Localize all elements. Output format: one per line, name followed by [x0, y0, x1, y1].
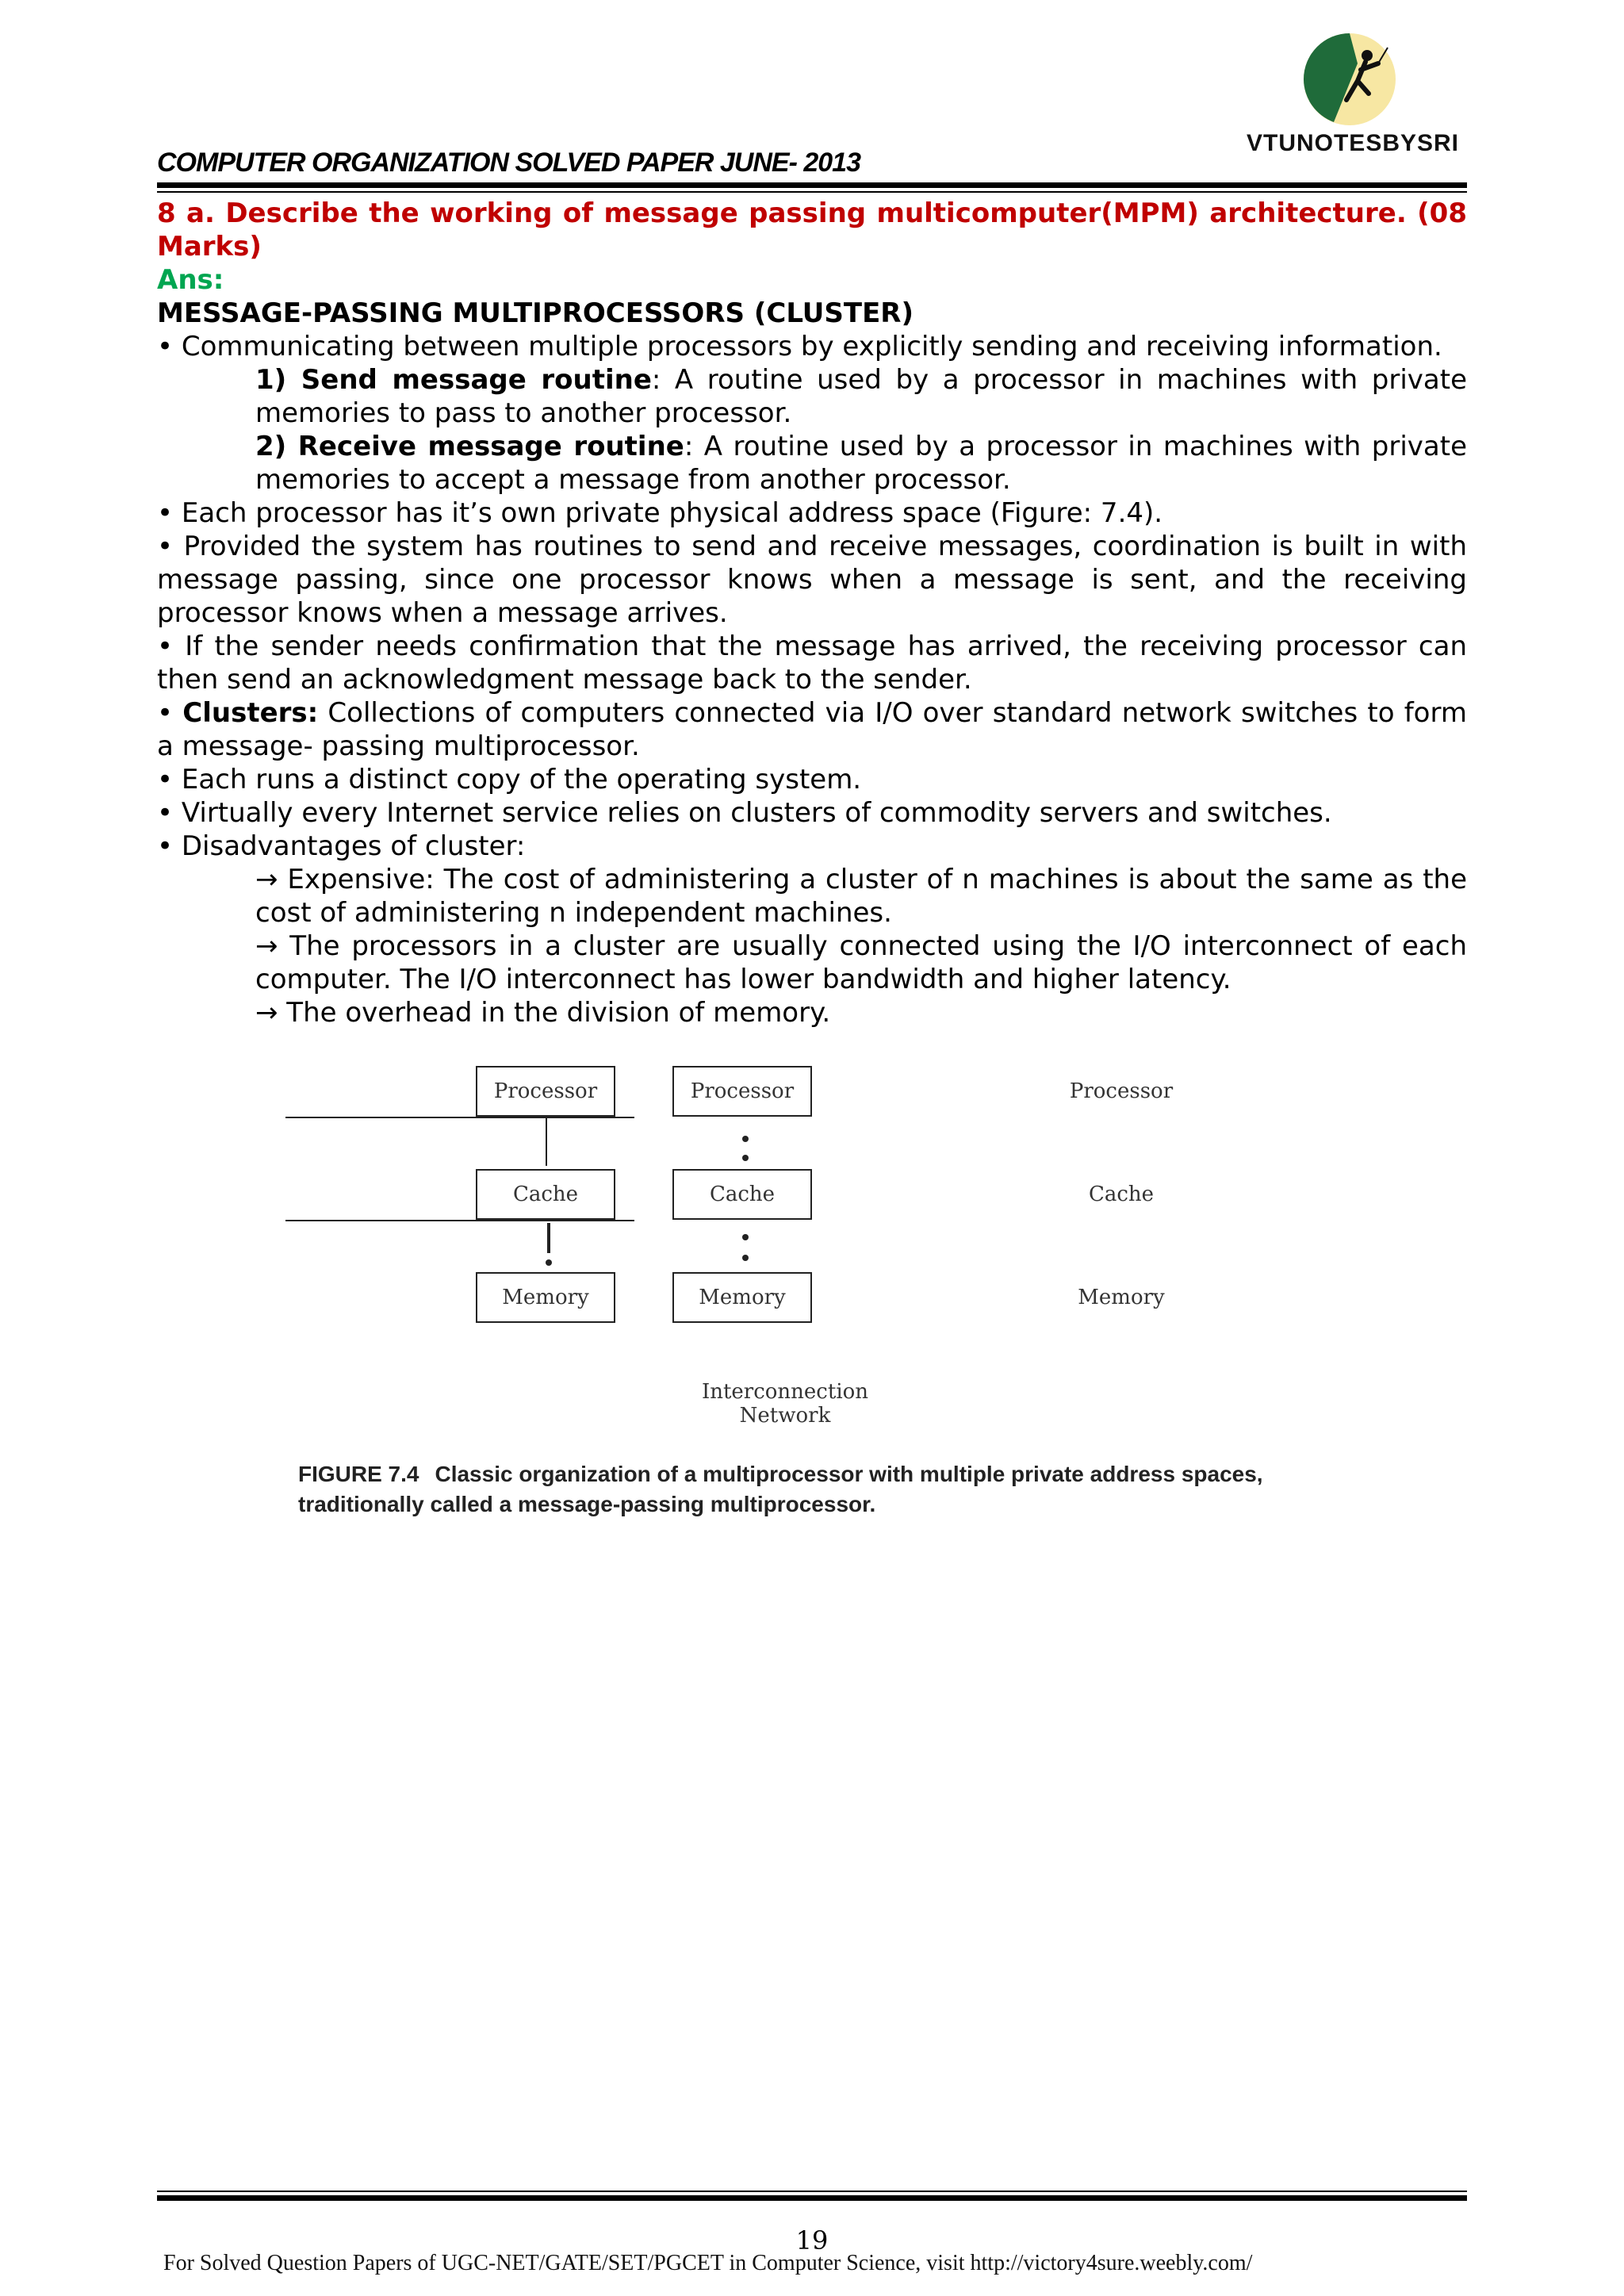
climber-logo-icon [1302, 32, 1397, 127]
memory-box: Memory [672, 1272, 812, 1323]
send-routine-item [157, 363, 1467, 430]
receive-routine-text: : A routine used by a processor in machines with private memories to accept a message from another processor. [255, 431, 1467, 496]
cache-box: Cache [672, 1169, 812, 1220]
ellipsis-dot [742, 1136, 749, 1142]
connector-line [546, 1117, 547, 1166]
bullet: • [157, 697, 174, 729]
send-routine-text: : A routine used by a processor in machines with private memories to pass to another processor. [255, 364, 1467, 429]
connector-line [547, 1223, 550, 1253]
document-body [157, 197, 1467, 1029]
paragraph: • Communicating between multiple processors by explicitly sending and receiving information. [157, 331, 1442, 362]
connector-dot [546, 1259, 552, 1266]
disadvantage-item: → The processors in a cluster are usually connected using the I/O interconnect of each computer. The I/O interconnect has lower bandwidth and higher latency. [255, 930, 1467, 995]
figure-7-4 [285, 1047, 1364, 1539]
connector-line [285, 1220, 634, 1221]
processor-box: Processor [672, 1066, 812, 1117]
paragraph: • Disadvantages of cluster: [157, 830, 526, 862]
figure-caption-text: Classic organization of a multiprocessor with multiple private address spaces, traditionally called a message-passing multiprocessor. [298, 1462, 1263, 1516]
send-routine-label: 1) Send message routine [255, 364, 652, 396]
receive-routine-item [157, 430, 1467, 496]
paragraph: • If the sender needs confirmation that the message has arrived, the receiving processor can then send an acknowledgment message back to the sender. [157, 631, 1467, 696]
receive-routine-label: 2) Receive message routine [255, 431, 684, 462]
document-title: COMPUTER ORGANIZATION SOLVED PAPER JUNE- 2013 [157, 148, 860, 178]
disadvantage-item: → The overhead in the division of memory. [255, 997, 831, 1029]
footer-rule-thin [157, 2191, 1467, 2192]
footer-rule [157, 2195, 1467, 2201]
question-text: 8 a. Describe the working of message passing multicomputer(MPM) architecture. (08 Marks) [157, 197, 1467, 263]
cache-label: Cache [1088, 1182, 1155, 1206]
footer-text: For Solved Question Papers of UGC-NET/GATE/SET/PGCET in Computer Science, visit http://victory4sure.weebly.com/ [163, 2251, 1253, 2275]
connector-line [285, 1117, 634, 1118]
paragraph: • Virtually every Internet service relies on clusters of commodity servers and switches. [157, 797, 1332, 829]
header-rule-thin [157, 191, 1467, 193]
figure-caption-label: FIGURE 7.4 [298, 1462, 419, 1486]
site-logo [1234, 32, 1472, 167]
paragraph: • Each processor has it’s own private physical address space (Figure: 7.4). [157, 497, 1163, 529]
logo-text: VTUNOTESBYSRI [1246, 130, 1460, 156]
ellipsis-dot [742, 1255, 749, 1261]
ellipsis-dot [742, 1234, 749, 1240]
figure-caption [298, 1459, 1369, 1520]
memory-box: Memory [476, 1272, 615, 1323]
paragraph: • Each runs a distinct copy of the operating system. [157, 764, 862, 795]
clusters-paragraph [157, 696, 1467, 763]
processor-box: Processor [476, 1066, 615, 1117]
memory-label: Memory [1078, 1286, 1165, 1309]
clusters-label: Clusters: [182, 697, 319, 729]
page-number: 19 [795, 2225, 829, 2256]
interconnection-network-label: Interconnection Network [701, 1380, 869, 1428]
cache-box: Cache [476, 1169, 615, 1220]
section-heading: MESSAGE-PASSING MULTIPROCESSORS (CLUSTER) [157, 297, 914, 329]
clusters-text: Collections of computers connected via I/O over standard network switches to form a message- passing multiprocessor. [157, 697, 1467, 762]
processor-label: Processor [1069, 1079, 1174, 1103]
answer-label: Ans: [157, 264, 224, 296]
disadvantage-item: → Expensive: The cost of administering a cluster of n machines is about the same as the cost of administering n independent machines. [255, 864, 1467, 929]
header-rule [157, 182, 1467, 188]
paragraph: • Provided the system has routines to send and receive messages, coordination is built in with message passing, since one processor knows when a message is sent, and the receiving processor knows when a message arrives. [157, 531, 1467, 629]
ellipsis-dot [742, 1155, 749, 1161]
